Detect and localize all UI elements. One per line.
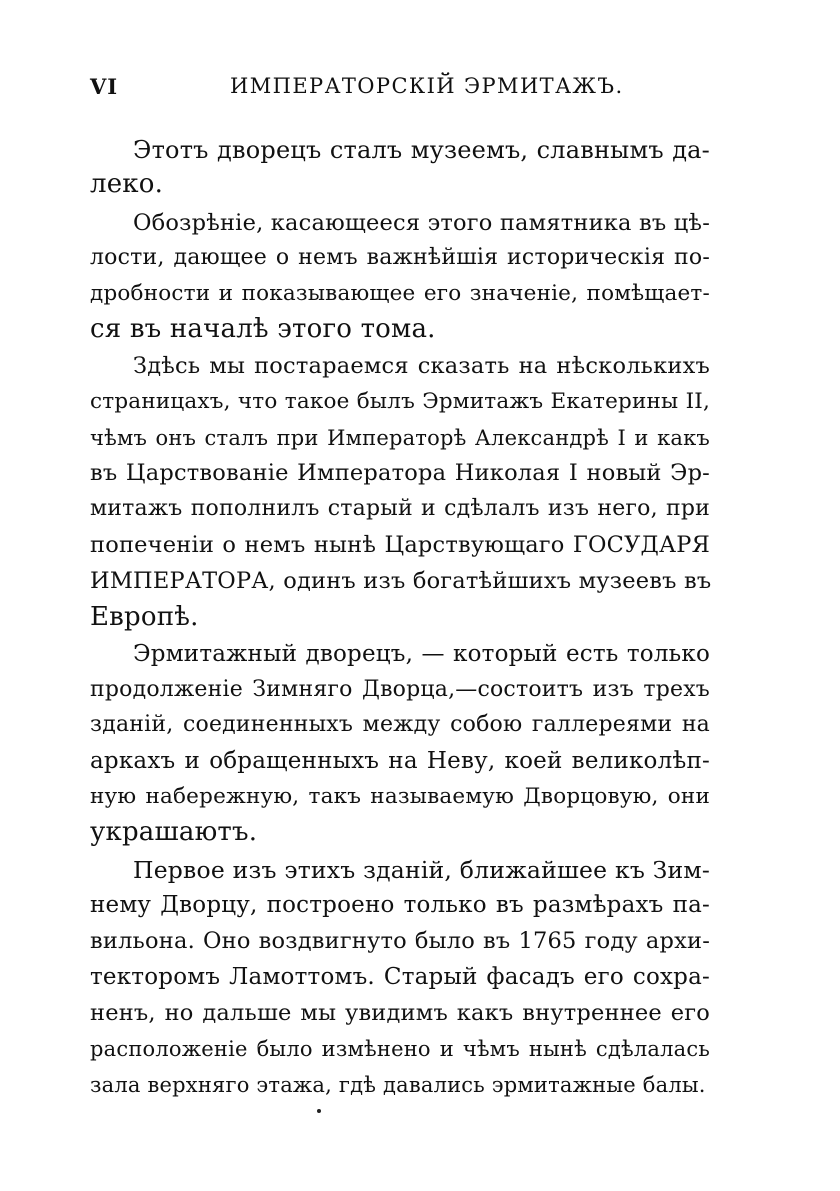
text-line: продолженіе Зимняго Дворца,—состоитъ изъ трехъ <box>90 677 710 702</box>
running-title: ИМПЕРАТОРСКІЙ ЭРМИТАЖЪ. <box>230 74 624 98</box>
text-line: ную набережную, такъ называемую Дворцовую, они <box>90 784 710 809</box>
text-line: зданій, соединенныхъ между собою галлереями на <box>90 712 710 737</box>
text-line: украшаютъ. <box>90 817 258 847</box>
text-line: лости, дающее о немъ важнѣйшія историческія по- <box>90 245 710 270</box>
text-line: Этотъ дворецъ сталъ музеемъ, славнымъ да- <box>133 136 710 164</box>
text-line: нему Дворцу, построено только въ размѣрахъ па- <box>90 892 710 918</box>
text-line: расположеніе было измѣнено и чѣмъ нынѣ сдѣлалась <box>90 1037 710 1061</box>
text-line: Европѣ. <box>90 602 199 632</box>
text-line: митажъ пополнилъ старый и сдѣлалъ изъ него, при <box>90 496 710 521</box>
text-line: зала верхняго этажа, гдѣ давались эрмитажные балы. <box>90 1073 706 1097</box>
text-line: дробности и показывающее его значеніе, помѣщает- <box>90 281 710 306</box>
text-line: страницахъ, что такое былъ Эрмитажъ Екатерины II, <box>90 389 710 414</box>
text-line: леко. <box>90 169 164 199</box>
text-line: Первое изъ этихъ зданій, ближайшее къ Зим- <box>133 856 710 884</box>
text-line: ИМПЕРАТОРА, одинъ изъ богатѣйшихъ музеевъ въ <box>90 568 712 594</box>
text-line: текторомъ Ламоттомъ. Старый фасадъ его сохра- <box>90 964 710 990</box>
page-header <box>90 74 710 104</box>
ink-speck <box>317 1109 321 1113</box>
text-line: ненъ, но дальше мы увидимъ какъ внутреннее его <box>90 1000 710 1026</box>
text-line: попеченіи о немъ нынѣ Царствующаго ГОСУДАРЯ <box>90 532 710 558</box>
text-line: Эрмитажный дворецъ, — который есть только <box>133 641 710 667</box>
text-line: аркахъ и обращенныхъ на Неву, коей великолѣп- <box>90 748 710 774</box>
text-line: Обозрѣніе, касающееся этого памятника въ цѣ- <box>133 210 711 236</box>
text-line: чѣмъ онъ сталъ при Императорѣ Александрѣ I и какъ <box>90 426 710 450</box>
text-line: Здѣсь мы постараемся сказать на нѣсколькихъ <box>133 353 710 379</box>
text-line: ся въ началѣ этого тома. <box>90 314 436 344</box>
page-number: VI <box>90 74 119 99</box>
text-line: въ Царствованіе Императора Николая I новый Эр- <box>90 460 710 486</box>
text-line: вильона. Оно воздвигнуто было въ 1765 году архи- <box>90 928 710 954</box>
